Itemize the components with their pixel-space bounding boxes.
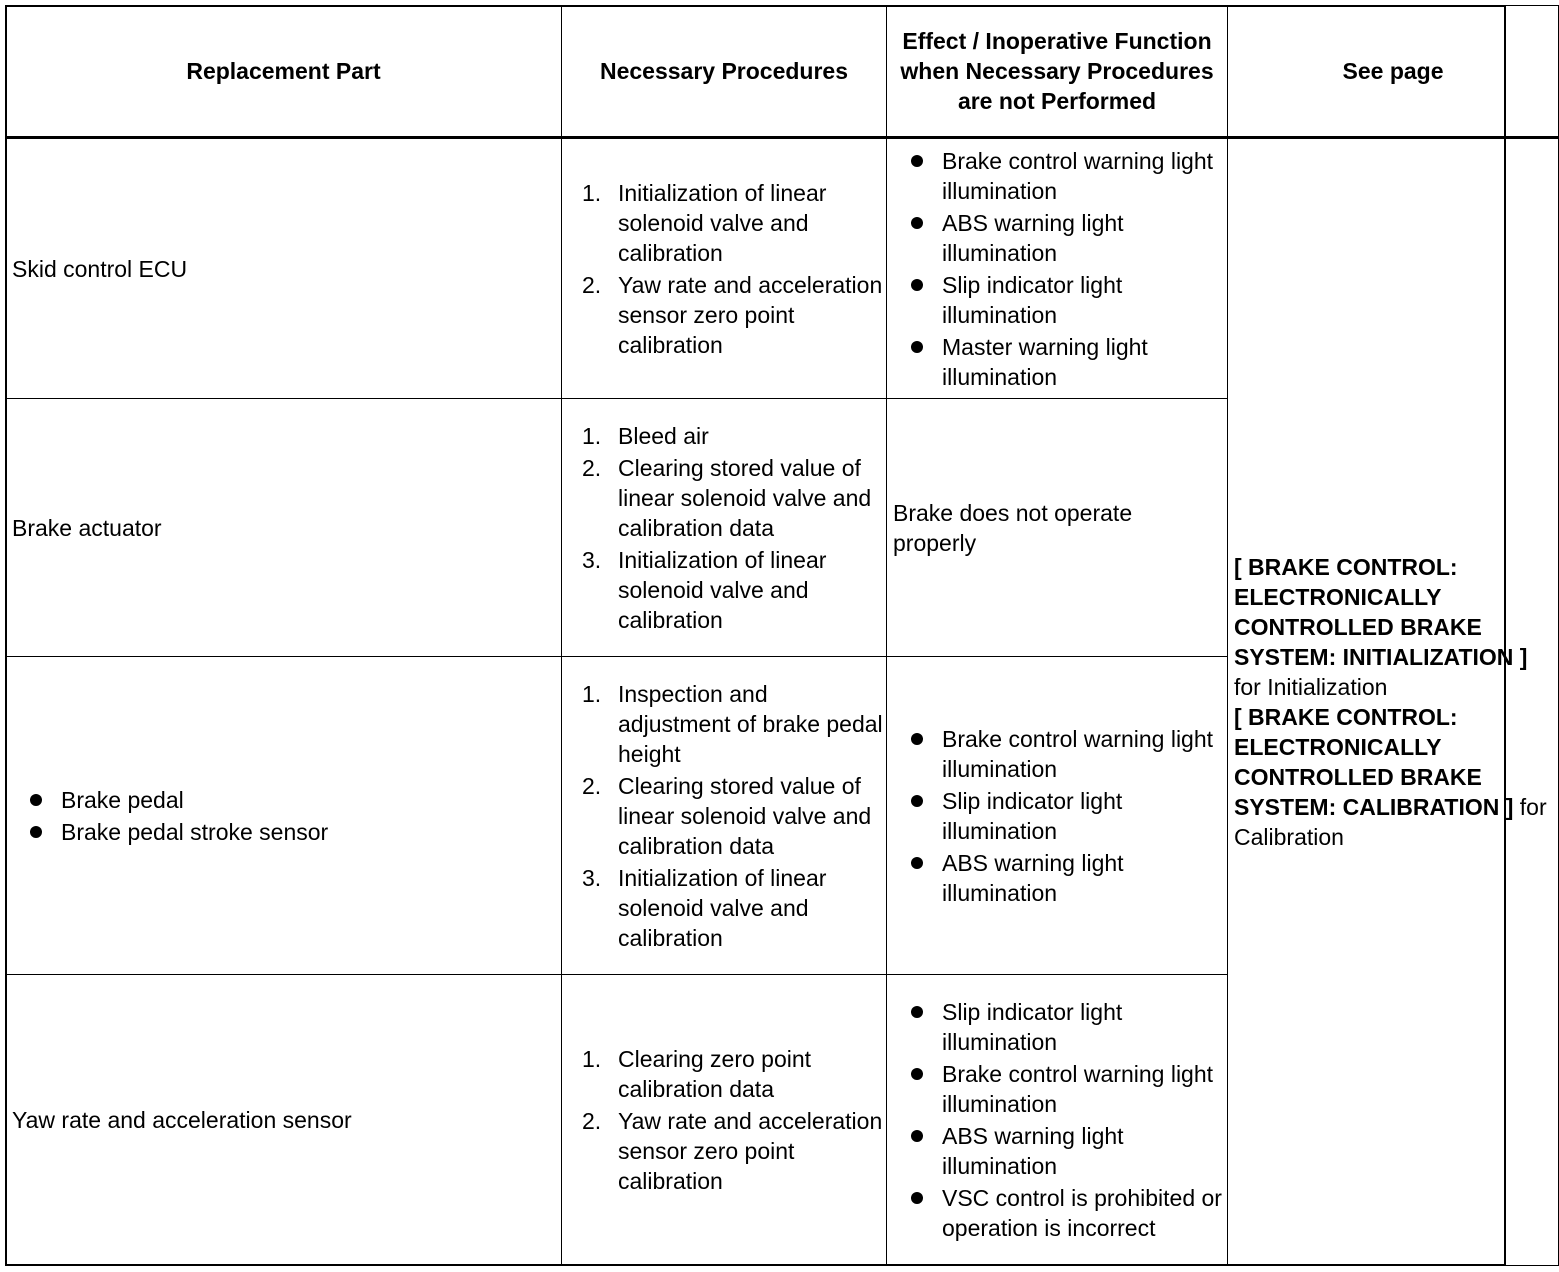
- procedure-text: Initialization of linear solenoid valve and calibration: [618, 864, 827, 951]
- procedure-text: Yaw rate and acceleration sensor zero point calibration: [618, 1108, 883, 1194]
- part-text: Brake pedal: [61, 786, 184, 813]
- part-cell: Yaw rate and acceleration sensor: [6, 975, 562, 1266]
- step-number: 2.: [582, 1108, 602, 1134]
- procedure-text: Bleed air: [618, 422, 709, 449]
- initialization-reference-suffix: for Initialization: [1234, 674, 1388, 700]
- effect-text: Slip indicator light illumination: [942, 999, 1123, 1055]
- procedure-text: Initialization of linear solenoid valve and calibration: [618, 179, 827, 266]
- step-number: 1.: [582, 1046, 602, 1072]
- table-outer-border: [5, 5, 1506, 1266]
- step-number: 2.: [582, 772, 602, 799]
- effect-text: Brake control warning light illumination: [942, 1061, 1214, 1117]
- effects-cell: Brake does not operate properly: [887, 399, 1228, 657]
- effect-text: Slip indicator light illumination: [942, 787, 1123, 844]
- effect-text: Brake control warning light illumination: [942, 725, 1214, 782]
- header-see-page: See page: [1228, 6, 1559, 138]
- part-cell: Skid control ECU: [6, 138, 562, 399]
- calibration-reference-link[interactable]: [ BRAKE CONTROL: ELECTRONICALLY CONTROLLED BRAKE SYSTEM: CALIBRATION ]: [1234, 704, 1514, 820]
- calibration-reference-suffix: for Calibration: [1234, 794, 1547, 850]
- step-number: 1.: [582, 179, 602, 206]
- effect-text: ABS warning light illumination: [942, 849, 1124, 906]
- header-necessary-procedures: Necessary Procedures: [562, 6, 887, 138]
- header-replacement-part: Replacement Part: [6, 6, 562, 138]
- effect-text: Master warning light illumination: [942, 333, 1148, 390]
- procedure-text: Clearing stored value of linear solenoid valve and calibration data: [618, 454, 872, 541]
- step-number: 1.: [582, 680, 602, 707]
- step-number: 2.: [582, 271, 602, 298]
- header-effect: Effect / Inoperative Function when Necessary Procedures are not Performed: [887, 6, 1228, 138]
- initialization-reference-link[interactable]: [ BRAKE CONTROL: ELECTRONICALLY CONTROLLED BRAKE SYSTEM: INITIALIZATION ]: [1234, 554, 1528, 670]
- step-number: 2.: [582, 454, 602, 481]
- step-number: 1.: [582, 422, 602, 449]
- effect-text: ABS warning light illumination: [942, 209, 1124, 266]
- procedure-text: Inspection and adjustment of brake pedal height: [618, 680, 883, 767]
- procedure-text: Clearing stored value of linear solenoid valve and calibration data: [618, 772, 872, 859]
- effect-text: Brake control warning light illumination: [942, 147, 1214, 204]
- part-text: Brake pedal stroke sensor: [61, 818, 329, 845]
- procedure-text: Clearing zero point calibration data: [618, 1046, 812, 1102]
- step-number: 3.: [582, 864, 602, 891]
- effect-text: VSC control is prohibited or operation is incorrect: [942, 1185, 1222, 1241]
- effect-text: ABS warning light illumination: [942, 1123, 1124, 1179]
- part-cell: Brake actuator: [6, 399, 562, 657]
- procedure-text: Yaw rate and acceleration sensor zero point calibration: [618, 271, 883, 358]
- step-number: 3.: [582, 546, 602, 573]
- procedure-text: Initialization of linear solenoid valve and calibration: [618, 546, 827, 633]
- effect-text: Slip indicator light illumination: [942, 271, 1123, 328]
